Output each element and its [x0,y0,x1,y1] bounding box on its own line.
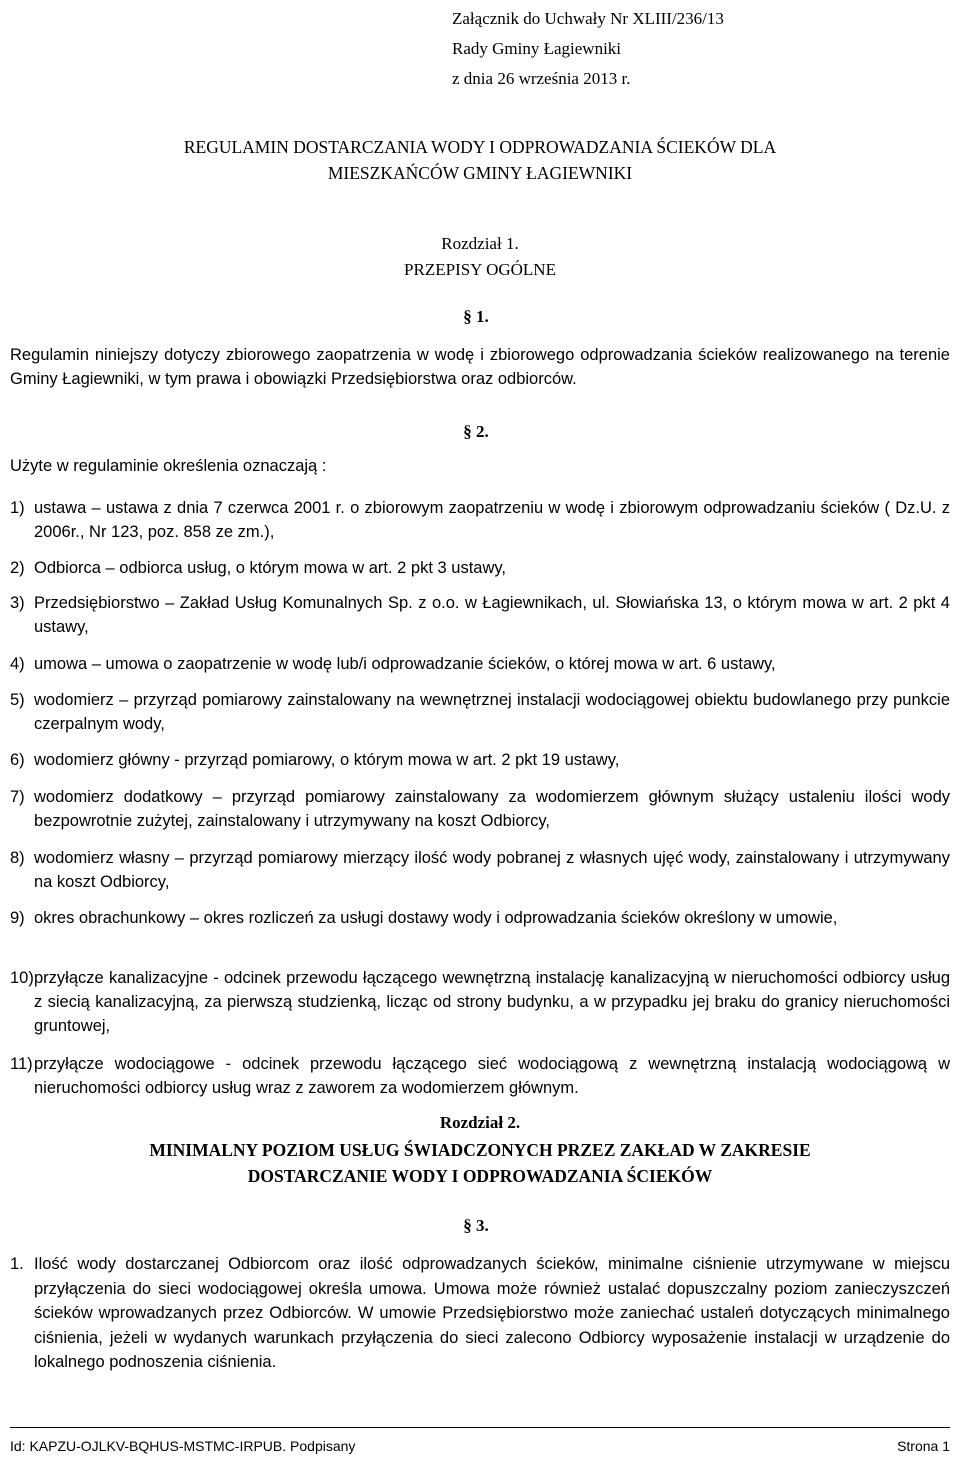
definition-number: 11) [10,1055,33,1073]
definition-item [10,906,950,930]
page-number: Strona 1 [897,1438,950,1454]
attachment-line-1: Załącznik do Uchwały Nr XLIII/236/13 [452,9,724,28]
chapter-1-title: PRZEPISY OGÓLNE [404,260,556,279]
definition-number: 5) [10,691,25,709]
definition-text: wodomierz własny – przyrząd pomiarowy mierzący ilość wody pobranej z własnych ujęć wody, zainstalowany i utrzymywany na koszt Odbiorcy, [34,849,950,891]
definition-item [10,846,950,894]
section-3-mark: § 3. [463,1216,489,1235]
definition-item [10,591,950,639]
definition-number: 1) [10,499,25,517]
definition-number: 8) [10,849,25,867]
document-id: Id: KAPZU-OJLKV-BQHUS-MSTMC-IRPUB. Podpisany [10,1438,356,1454]
definition-number: 2) [10,559,25,577]
definition-number: 6) [10,751,25,769]
attachment-line-3: z dnia 26 września 2013 r. [452,69,631,88]
definition-text: Przedsiębiorstwo – Zakład Usług Komunalnych Sp. z o.o. w Łagiewnikach, ul. Słowiańska 13, o którym mowa w art. 2 pkt 4 ustawy, [34,594,950,636]
definition-text: umowa – umowa o zaopatrzenie w wodę lub/i odprowadzanie ścieków, o której mowa w art. 6 ustawy, [34,655,776,673]
chapter-1-label: Rozdział 1. [441,234,519,253]
section-2-mark: § 2. [463,422,489,441]
section-1-text: Regulamin niniejszy dotyczy zbiorowego zaopatrzenia w wodę i zbiorowego odprowadzania ścieków realizowanego na terenie Gminy Łagiewniki, w tym prawa i obowiązki Przedsiębiorstwa oraz odbiorców. [10,346,950,388]
footer-divider [10,1427,950,1428]
definition-item [10,556,950,580]
definition-text: przyłącze kanalizacyjne - odcinek przewodu łączącego wewnętrzną instalację kanalizacyjną w nieruchomości odbiorcy usług z siecią kanalizacyjną, za pierwszą studzienką, licząc od strony budynku, a w przypadku jej braku do granicy nieruchomości gruntowej, [34,969,950,1035]
definition-text: ustawa – ustawa z dnia 7 czerwca 2001 r. o zbiorowym zaopatrzeniu w wodę i zbiorowym odprowadzaniu ścieków ( Dz.U. z 2006r., Nr 123, poz. 858 ze zm.), [34,499,950,541]
section-3-number: 1. [10,1255,24,1273]
section-3-text: Ilość wody dostarczanej Odbiorcom oraz ilość odprowadzanych ścieków, minimalne ciśnienie utrzymywane w miejscu przyłączenia do sieci wodociągowej określa umowa. Umowa może również ustalać dopuszczalny poziom zanieczyszczeń ścieków wprowadzanych przez Odbiorców. W umowie Przedsiębiorstwo może zaniechać ustaleń dotyczących minimalnego ciśnienia, jeżeli w wydanych warunkach przyłączenia do sieci zalecono Odbiorcy wyposażenie instalacji w urządzenie do lokalnego podnoszenia ciśnienia. [34,1255,950,1371]
chapter-2-label: Rozdział 2. [439,1113,521,1132]
definition-number: 4) [10,655,25,673]
section-1-mark: § 1. [463,307,489,326]
section-3-paragraph [10,1252,950,1375]
definition-item [10,1052,950,1100]
definition-item [10,688,950,736]
attachment-header [452,4,724,94]
document-title [0,134,960,186]
definition-text: wodomierz główny - przyrząd pomiarowy, o którym mowa w art. 2 pkt 19 ustawy, [34,751,620,769]
definition-text: Odbiorca – odbiorca usług, o którym mowa w art. 2 pkt 3 ustawy, [34,559,506,577]
definition-number: 10) [10,969,34,987]
definition-text: wodomierz dodatkowy – przyrząd pomiarowy zainstalowany za wodomierzem głównym służący ustaleniu ilości wody bezpowrotnie zużytej, zainstalowany i utrzymywany na koszt Odbiorcy, [34,788,950,830]
document-title-line-1: REGULAMIN DOSTARCZANIA WODY I ODPROWADZANIA ŚCIEKÓW DLA [183,137,777,157]
definition-number: 7) [10,788,25,806]
definition-text: przyłącze wodociągowe - odcinek przewodu łączącego sieć wodociągową z wewnętrzną instalacją wodociągową w nieruchomości odbiorcy usług wraz z zaworem za wodomierzem głównym. [34,1055,950,1097]
chapter-1-heading [0,231,960,283]
definition-number: 3) [10,594,25,612]
definition-item [10,748,950,772]
definition-item [10,966,950,1038]
definition-text: okres obrachunkowy – okres rozliczeń za usługi dostawy wody i odprowadzania ścieków określony w umowie, [34,909,838,927]
definition-number: 9) [10,909,25,927]
definition-item [10,785,950,833]
definition-item [10,652,950,676]
chapter-2-title-line-1: MINIMALNY POZIOM USŁUG ŚWIADCZONYCH PRZEZ ZAKŁAD W ZAKRESIE [149,1140,811,1160]
definition-item [10,496,950,544]
attachment-line-2: Rady Gminy Łagiewniki [452,39,622,58]
chapter-2-title [0,1137,960,1189]
section-2-intro: Użyte w regulaminie określenia oznaczają : [10,457,327,475]
document-title-line-2: MIESZKAŃCÓW GMINY ŁAGIEWNIKI [327,163,633,183]
chapter-2-title-line-2: DOSTARCZANIE WODY I ODPROWADZANIA ŚCIEKÓW [247,1166,713,1186]
definition-text: wodomierz – przyrząd pomiarowy zainstalowany na wewnętrznej instalacji wodociągowej obiektu budowlanego przy punkcie czerpalnym wody, [34,691,950,733]
